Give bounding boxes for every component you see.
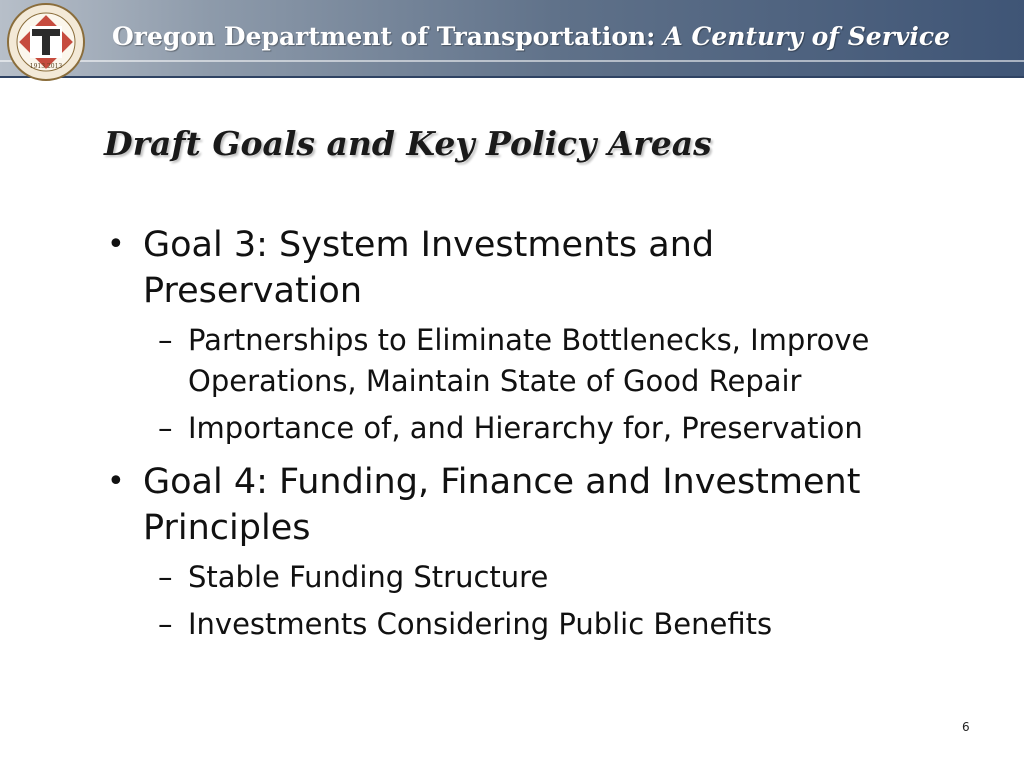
goal-3-item-1 (158, 320, 940, 402)
goal-4-item-1 (158, 557, 940, 598)
goal-4-item-2 (158, 604, 940, 645)
goal-4-item-1-text: Stable Funding Structure (188, 560, 549, 594)
goal-3-bullet (107, 222, 930, 314)
banner-agency-name: Oregon Department of Transportation: (112, 22, 656, 51)
svg-text:1913 2013: 1913 2013 (29, 63, 63, 70)
goal-3-item-2 (158, 408, 940, 449)
goal-4-bullet (107, 459, 930, 551)
bullet-icon: • (107, 227, 125, 262)
goal-3-item-2-text: Importance of, and Hierarchy for, Preservation (188, 411, 863, 445)
odot-seal-logo (6, 2, 86, 82)
goal-3-label: Goal 3: System Investments and Preservation (143, 225, 715, 311)
slide-content (0, 222, 1000, 645)
page-number: 6 (962, 720, 970, 734)
dash-icon: – (158, 323, 173, 357)
header-banner (0, 0, 1024, 78)
dash-icon: – (158, 411, 173, 445)
goal-4-item-2-text: Investments Considering Public Benefits (188, 607, 773, 641)
banner-title (112, 22, 950, 51)
bullet-icon: • (107, 464, 125, 499)
banner-divider (0, 60, 1024, 62)
goal-4-label: Goal 4: Funding, Finance and Investment Principles (143, 462, 861, 548)
goal-3-item-1-text: Partnerships to Eliminate Bottlenecks, Improve Operations, Maintain State of Good Repair (188, 323, 870, 398)
banner-tagline: A Century of Service (663, 22, 951, 51)
slide-title: Draft Goals and Key Policy Areas (104, 124, 712, 163)
dash-icon: – (158, 607, 173, 641)
dash-icon: – (158, 560, 173, 594)
